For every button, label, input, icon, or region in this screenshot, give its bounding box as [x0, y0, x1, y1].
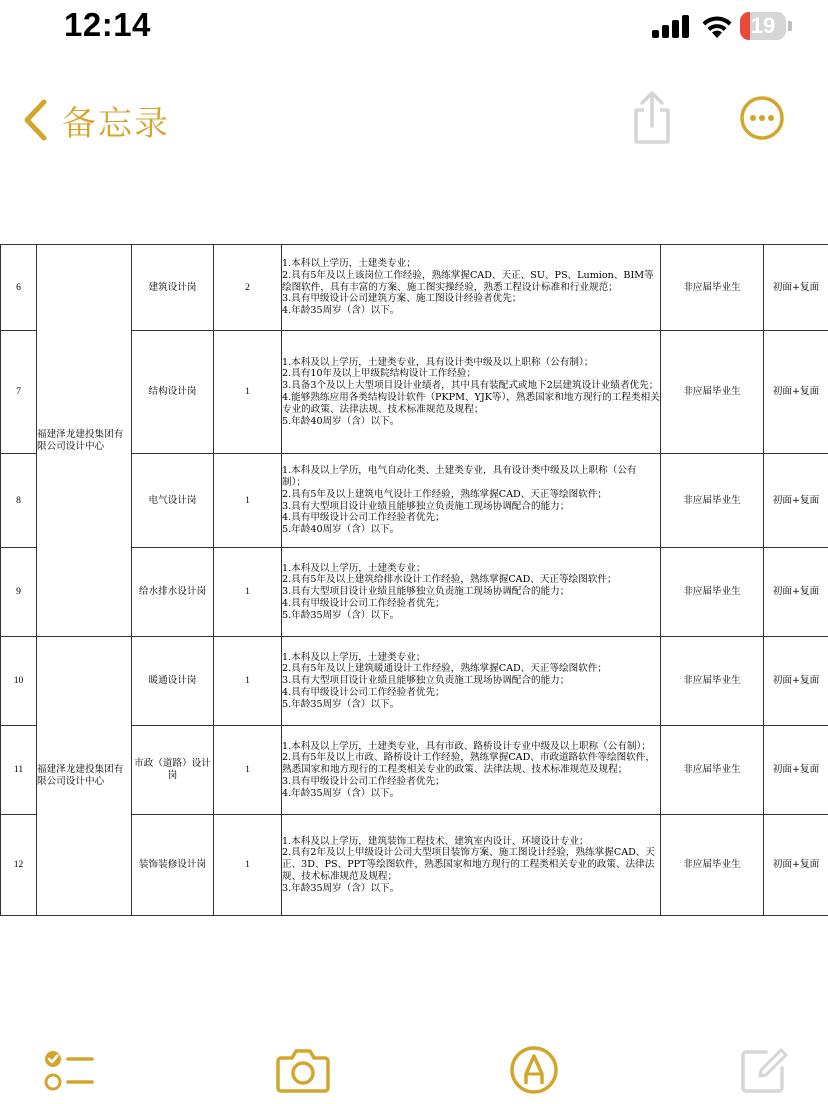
- exam-method: 初面+复面: [764, 454, 828, 548]
- row-number: 11: [1, 726, 37, 815]
- row-number: 12: [1, 815, 37, 916]
- bottom-toolbar: [0, 1030, 828, 1104]
- org-name: 福建泽龙建投集团有限公司设计中心: [37, 637, 132, 916]
- nav-bar: [0, 70, 828, 170]
- candidate-type: 非应届毕业生: [661, 454, 764, 548]
- job-table: [0, 244, 828, 916]
- candidate-type: 非应届毕业生: [661, 637, 764, 726]
- exam-method: 初面+复面: [764, 726, 828, 815]
- headcount: 1: [214, 548, 282, 637]
- exam-method: 初面+复面: [764, 637, 828, 726]
- status-time: 12:14: [64, 6, 151, 43]
- battery-icon: [740, 12, 786, 40]
- headcount: 1: [214, 726, 282, 815]
- position-name: 给水排水设计岗: [132, 548, 214, 637]
- cellular-signal-icon: [652, 14, 692, 38]
- candidate-type: 非应届毕业生: [661, 726, 764, 815]
- exam-method: 初面+复面: [764, 331, 828, 454]
- compose-icon[interactable]: [734, 1040, 794, 1100]
- row-number: 7: [1, 331, 37, 454]
- position-name: 电气设计岗: [132, 454, 214, 548]
- headcount: 1: [214, 815, 282, 916]
- requirements-text: 1.本科及以上学历，土建类专业，具有设计类中级及以上职称（公有制）； 2.具有10年及以上甲级院结构设计工作经验； 3.具备3个及以上大型项目设计业绩者，其中具有装配式或地下2层建筑设计业绩者优先； 4.能够熟练应用各类结构设计软件（PKPM、YJK等），熟悉国家和地方现行的工程类相关专业的政策、法律法规、技术标准规范及规程； 5.年龄40周岁（含）以下。: [282, 356, 660, 427]
- requirements-text: 1.本科及以上学历，建筑装饰工程技术、建筑室内设计、环境设计专业； 2.具有2年及以上甲级设计公司大型项目装饰方案、施工图设计经验，熟练掌握CAD、天正、3D、PS、PPT等绘图软件，熟悉国家和地方现行的工程类相关专业的政策、法律法规、技术标准规范及规程； 3.年龄35周岁（含）以下。: [282, 835, 655, 894]
- position-name: 装饰装修设计岗: [132, 815, 214, 916]
- back-label: 备忘录: [62, 103, 170, 144]
- share-icon[interactable]: [628, 90, 676, 146]
- candidate-type: 非应届毕业生: [661, 548, 764, 637]
- chevron-left-icon: [22, 99, 48, 141]
- requirements-text: 1.本科及以上学历，土建类专业； 2.具有5年及以上建筑给排水设计工作经验，熟练掌握CAD、天正等绘图软件； 3.具有大型项目设计业绩且能够独立负责施工现场协调配合的能力； 4.具有甲级设计公司工作经验者优先； 5.年龄35周岁（含）以下。: [282, 562, 617, 621]
- row-number: 10: [1, 637, 37, 726]
- battery-level: 19: [750, 13, 776, 38]
- table-row: [1, 245, 828, 331]
- candidate-type: 非应届毕业生: [661, 815, 764, 916]
- headcount: 1: [214, 637, 282, 726]
- note-content[interactable]: [0, 244, 828, 916]
- candidate-type: 非应届毕业生: [661, 245, 764, 331]
- exam-method: 初面+复面: [764, 245, 828, 331]
- org-name: 福建泽龙建投集团有限公司设计中心: [37, 245, 132, 637]
- exam-method: 初面+复面: [764, 815, 828, 916]
- position-name: 市政（道路）设计岗: [132, 726, 214, 815]
- table-row: [1, 637, 828, 726]
- requirements-text: 1.本科及以上学历，电气自动化类、土建类专业，具有设计类中级及以上职称（公有制）； 2.具有5年及以上建筑电气设计工作经验，熟练掌握CAD、天正等绘图软件； 3.具有大型项目设计业绩且能够独立负责施工现场协调配合的能力； 4.具有甲级设计公司工作经验者优先； 5.年龄40周岁（含）以下。: [282, 465, 637, 536]
- headcount: 1: [214, 454, 282, 548]
- checklist-icon[interactable]: [38, 1040, 98, 1100]
- wifi-icon: [700, 12, 734, 40]
- row-number: 8: [1, 454, 37, 548]
- requirements-text: 1.本科以上学历，土建类专业； 2.具有5年及以上该岗位工作经验，熟练掌握CAD、天正、SU、PS、Lumion、BIM等绘图软件，具有丰富的方案、施工图实操经验，熟悉工程设计标准和行业规范； 3.具有甲级设计公司建筑方案、施工图设计经验者优先； 4.年龄35周岁（含）以下。: [282, 258, 654, 317]
- row-number: 9: [1, 548, 37, 637]
- battery-cap: [788, 21, 792, 31]
- position-name: 暖通设计岗: [132, 637, 214, 726]
- position-name: 建筑设计岗: [132, 245, 214, 331]
- row-number: 6: [1, 245, 37, 331]
- requirements-text: 1.本科及以上学历，土建类专业； 2.具有5年及以上建筑暖通设计工作经验，熟练掌握CAD、天正等绘图软件； 3.具有大型项目设计业绩且能够独立负责施工现场协调配合的能力； 4.具有甲级设计公司工作经验者优先； 5.年龄35周岁（含）以下。: [282, 651, 608, 710]
- candidate-type: 非应届毕业生: [661, 331, 764, 454]
- requirements-text: 1.本科及以上学历，土建类专业，具有市政、路桥设计专业中级及以上职称（公有制）； 2.具有5年及以上市政、路桥设计工作经验，熟练掌握CAD、市政道路软件等绘图软件，熟悉国家和地方现行的工程类相关专业的政策、法律法规、技术标准规范及规程； 3.具有甲级设计公司工作经验者优先； 4.年龄35周岁（含）以下。: [282, 740, 655, 799]
- camera-icon[interactable]: [273, 1040, 333, 1100]
- pen-markup-icon[interactable]: [504, 1040, 564, 1100]
- exam-method: 初面+复面: [764, 548, 828, 637]
- back-button[interactable]: [22, 92, 170, 148]
- position-name: 结构设计岗: [132, 331, 214, 454]
- headcount: 2: [214, 245, 282, 331]
- headcount: 1: [214, 331, 282, 454]
- status-bar: [0, 0, 828, 56]
- more-icon[interactable]: [738, 94, 786, 142]
